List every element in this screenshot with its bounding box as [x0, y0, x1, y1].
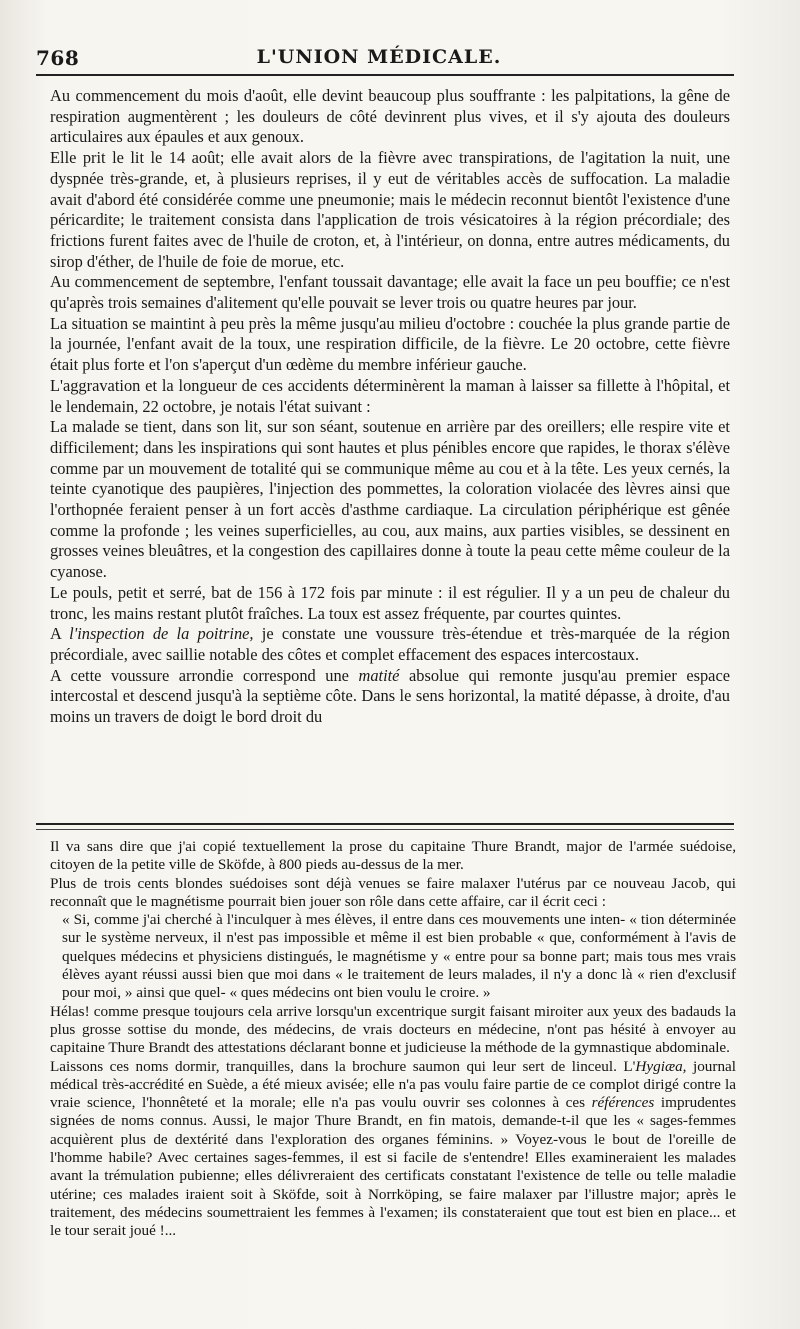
paragraph: Au commencement de septembre, l'enfant toussait davantage; elle avait la face un peu bouffie; ce n'est qu'après trois semaines d'alitement qu'elle pouvait se lever trois ou quatre heures par jour. — [50, 272, 730, 313]
note-paragraph: Hélas! comme presque toujours cela arrive lorsqu'un excentrique surgit faisant miroiter aux yeux des badauds la plus grosse sottise du monde, des médecins, de vrais docteurs en médecine, n'ont pas hésité à envoyer au capitaine Thure Brandt des attestations déclarant bonne et judicieuse la méthode de la gymnastique abdominale. — [50, 1002, 736, 1057]
footnote-rule-thin — [36, 829, 734, 830]
note-quote: « Si, comme j'ai cherché à l'inculquer à mes élèves, il entre dans ces mouvements une inten- « tion déterminée sur le système nerveux, il n'est pas impossible et même il est bien probable « que, conformément à l'avis de quelques médecins et physiciens distingués, le magnétisme y « entre pour sa bonne part; mais tous mes vrais élèves ayant réussi aussi bien que moi dans « le traitement de leurs malades, il n'y a donc là « rien d'exclusif pour moi, » ainsi que quel- « ques médecins ont bien voulu le croire. » — [62, 911, 736, 1002]
paragraph — [50, 624, 730, 665]
italic-text: matité — [358, 665, 400, 685]
text: A cette voussure arrondie correspond une — [50, 665, 359, 685]
page-number: 768 — [36, 46, 80, 70]
page-header — [36, 44, 722, 74]
paragraph — [50, 666, 730, 728]
paragraph: Le pouls, petit et serré, bat de 156 à 172 fois par minute : il est régulier. Il y a un peu de chaleur du tronc, les mains restant plutôt fraîches. La toux est assez fréquente, par courtes quintes. — [50, 582, 730, 623]
text: absolue qui remonte jusqu'au premier espace intercostal et descend jusqu'à la septième côte. Dans le sens horizontal, la matité dépasse, à droite, d'au moins un travers de doigt le bord droit du — [50, 665, 730, 727]
paragraph: La malade se tient, dans son lit, sur son séant, soutenue en arrière par des oreillers; elle respire vite et difficilement; dans les inspirations qui sont hautes et plus pénibles encore que rapides, le thorax s'élève comme par un mouvement de totalité qui se communique même au cou et à la tête. Les yeux cernés, la teinte cyanotique des paupières, l'injection des pommettes, la coloration violacée des lèvres ainsi que l'orthopnée feraient penser à un fort accès d'asthme cardiaque. La circulation périphérique est gênée comme la profonde ; les veines superficielles, au cou, aux mains, aux parties visibles, se dessinent en grosses veines bleuâtres, et la congestion des capillaires donne à toute la peau cette même couleur de la cyanose. — [50, 417, 730, 582]
running-title: L'UNION MÉDICALE. — [256, 46, 502, 68]
footnote-rule — [36, 823, 734, 825]
paragraph: La situation se maintint à peu près la même jusqu'au milieu d'octobre : couchée la plus grande partie de la journée, l'enfant avait de la toux, une respiration difficile, de la fièvre. Le 20 octobre, cette fièvre était plus forte et l'on s'aperçut d'un œdème du membre inférieur gauche. — [50, 313, 730, 375]
text: imprudentes signées de noms connus. Aussi, le major Thure Brandt, en fin matois, demande-t-il que les « sages-femmes acquièrent plus de dextérité dans l'exploration des organes féminins. » Voyez-vous le bout de l'oreille de l'homme habile? Avec certaines sages-femmes, il est si facile de s'entendre! Elles examineraient les malades avant la trémulation pubienne; elles délivreraient des certificats constatant l'existence de telle ou telle maladie utérine; ces malades iraient soit à Sköfde, soit à Norrköping, se faire malaxer par l'illustre major; après le traitement, des médecins soumettraient les femmes à l'examen; ils constateraient que tout est bien en place... et le tour serait joué !... — [50, 1094, 736, 1240]
text: journal médical très-accrédité en Suède, a été mieux avisée; elle n'a pas voulu faire partie de ce complot dirigé contre la vraie science, l'honnêteté et la morale; elle n'a pas voulu ouvrir ses colonnes à ces — [50, 1057, 736, 1112]
footnotes — [50, 838, 736, 1241]
italic-text: références — [591, 1094, 655, 1112]
text: je constate une voussure très-étendue et très-marquée de la région précordiale, avec saillie notable des côtes et complet effacement des espaces intercostaux. — [50, 624, 730, 664]
text: Laissons ces noms dormir, tranquilles, dans la brochure saumon qui leur sert de linceul. L' — [50, 1057, 636, 1075]
paragraph: L'aggravation et la longueur de ces accidents déterminèrent la maman à laisser sa fillette à l'hôpital, et le lendemain, 22 octobre, je notais l'état suivant : — [50, 375, 730, 416]
italic-text: l'inspection de la poitrine, — [69, 624, 254, 644]
paragraph: Au commencement du mois d'août, elle devint beaucoup plus souffrante : les palpitations, la gêne de respiration augmentèrent ; les douleurs de côté devinrent plus vives, et il s'y ajouta des douleurs articulaires aux épaules et aux genoux. — [50, 86, 730, 147]
note-paragraph: Plus de trois cents blondes suédoises sont déjà venues se faire malaxer l'utérus par ce nouveau Jacob, qui reconnaît que le magnétisme pourrait bien jouer son rôle dans cette affaire, car il écrit ceci : — [50, 874, 736, 910]
note-paragraph — [50, 1058, 736, 1241]
header-rule — [36, 74, 734, 76]
note-paragraph: Il va sans dire que j'ai copié textuellement la prose du capitaine Thure Brandt, major de l'armée suédoise, citoyen de la petite ville de Sköfde, à 800 pieds au-dessus de la mer. — [50, 838, 736, 874]
text: A — [50, 624, 70, 644]
paragraph: Elle prit le lit le 14 août; elle avait alors de la fièvre avec transpirations, de l'agitation la nuit, une dyspnée très-grande, et, à plusieurs reprises, il y eut de véritables accès de suffocation. La maladie avait d'abord été considérée comme une pneumonie; mais le médecin reconnut bientôt l'existence d'une péricardite; le traitement consista dans l'application de trois vésicatoires à la région précordiale; des frictions furent faites avec de l'huile de croton, et, à l'intérieur, on donna, entre autres médicaments, du sirop d'éther, de l'huile de foie de morue, etc. — [50, 148, 730, 271]
main-text — [50, 86, 730, 728]
italic-text: Hygiæa, — [635, 1057, 687, 1075]
